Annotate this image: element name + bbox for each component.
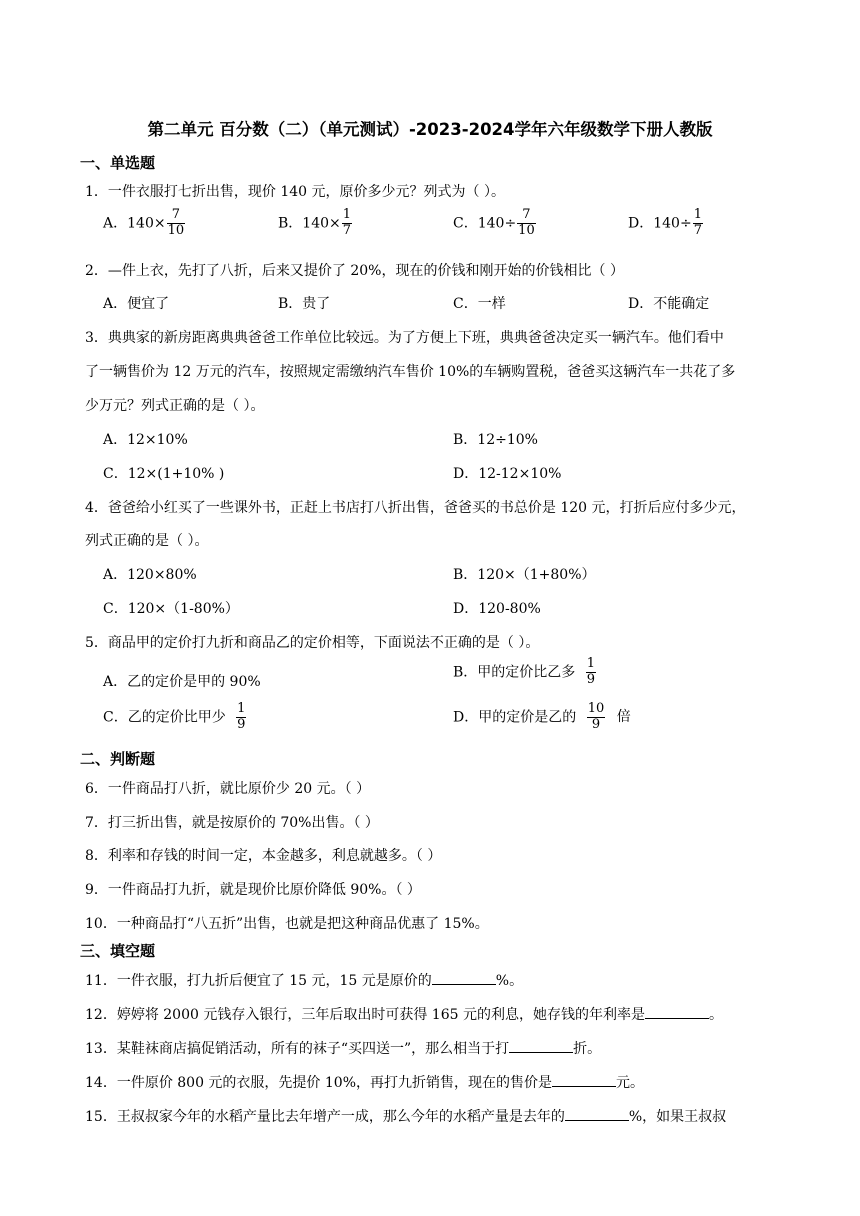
denominator: 10 [518,222,535,238]
option-1c[interactable] [453,208,537,239]
option-3b[interactable]: B．12÷10% [453,432,538,448]
question-text: 12．婷婷将 2000 元钱存入银行，三年后取出时可获得 165 元的利息，她存钱的年利率是 [85,1007,645,1023]
question-6: 6．一件商品打八折，就比原价少 20 元。（ ） [85,781,371,797]
question-13 [85,1038,601,1058]
question-text-suffix: 元。 [616,1075,645,1091]
numerator: 7 [171,207,180,222]
option-5d[interactable] [453,702,631,733]
option-label: C． [453,215,478,232]
section-heading-true-false: 二、判断题 [80,750,156,768]
question-8: 8．利率和存钱的时间一定，本金越多，利息就越多。（ ） [85,848,442,864]
fraction [586,657,596,688]
question-15 [85,1106,726,1126]
question-text: 一件衣服打七折出售，现价 140 元，原价多少元？列式为（ ）。 [107,184,505,200]
answer-blank[interactable] [509,1038,573,1053]
option-expression: 140× [127,215,166,232]
fraction [587,702,606,733]
option-text: D．甲的定价是乙的 [453,709,577,726]
question-3-line-2: 了一辆售价为 12 万元的汽车，按照规定需缴纳汽车售价 10%的车辆购置税，爸爸买这辆汽车一共花了多 [85,364,736,380]
section-heading-fill-blank: 三、填空题 [80,942,156,960]
question-11 [85,970,523,990]
option-suffix: 倍 [616,709,631,726]
question-text: 11．一件衣服，打九折后便宜了 15 元，15 元是原价的 [85,973,432,989]
numerator: 7 [522,207,531,222]
numerator: 1 [586,656,596,671]
question-3-line-3: 少万元？列式正确的是（ ）。 [85,398,265,414]
fraction [236,702,246,733]
question-text: 13．某鞋袜商店搞促销活动，所有的袜子“买四送一”，那么相当于打 [85,1041,510,1057]
fraction [167,208,186,239]
option-2c[interactable]: C．一样 [453,296,506,312]
option-5a[interactable]: A．乙的定价是甲的 90% [103,674,261,690]
denominator: 9 [586,671,596,687]
fraction [693,208,703,239]
section-heading-single-choice: 一、单选题 [80,154,156,172]
question-text: 15．王叔叔家今年的水稻产量比去年增产一成，那么今年的水稻产量是去年的 [85,1109,565,1125]
answer-blank[interactable] [552,1072,616,1087]
option-label: B． [278,215,303,232]
option-1b[interactable] [278,208,353,239]
question-3 [85,327,724,347]
answer-blank[interactable] [645,1004,709,1019]
numerator: 1 [693,207,702,222]
question-9: 9．一件商品打九折，就是现价比原价降低 90%。（ ） [85,882,421,898]
question-number: 5． [85,635,108,651]
option-label: D． [628,215,654,232]
option-text: B．甲的定价比乙多 [453,664,576,681]
option-1d[interactable] [628,208,704,239]
option-text: C．乙的定价比甲少 [103,709,226,726]
option-4b[interactable]: B．120×（1+80%） [453,567,596,583]
option-3a[interactable]: A．12×10% [103,432,188,448]
option-expression: 140÷ [653,215,692,232]
option-4d[interactable]: D．120-80% [453,601,541,617]
option-5c[interactable] [103,702,247,733]
question-14 [85,1072,644,1092]
question-text-line: 爸爸给小红买了一些课外书，正赶上书店打八折出售，爸爸买的书总价是 120 元，打折后应付多少元， [107,500,746,516]
question-number: 2． [85,263,108,279]
option-1a[interactable] [103,208,186,239]
question-text-line: 典典家的新房距离典典爸爸工作单位比较远。为了方便上下班，典典爸爸决定买一辆汽车。他们看中 [107,330,724,346]
question-text: 14．一件原价 800 元的衣服，先提价 10%，再打九折销售，现在的售价是 [85,1075,553,1091]
question-4 [85,497,746,517]
fraction [517,208,536,239]
question-1 [85,181,505,201]
question-text-suffix: 折。 [573,1041,602,1057]
option-2b[interactable]: B．贵了 [278,296,331,312]
fraction [342,208,352,239]
question-4-line-2: 列式正确的是（ ）。 [85,533,209,549]
option-4a[interactable]: A．120×80% [103,567,197,583]
denominator: 7 [342,222,352,238]
question-7: 7．打三折出售，就是按原价的 70%出售。（ ） [85,815,379,831]
denominator: 7 [693,222,702,238]
option-expression: 140÷ [477,215,517,232]
question-text-suffix: %，如果王叔叔 [628,1109,727,1125]
answer-blank[interactable] [432,970,496,985]
option-label: A． [103,215,128,232]
option-2a[interactable]: A．便宜了 [103,296,170,312]
option-3d[interactable]: D．12-12×10% [453,466,562,482]
option-4c[interactable]: C．120×（1-80%） [103,601,239,617]
numerator: 10 [587,701,605,716]
question-12 [85,1004,723,1024]
question-number: 1． [85,184,108,200]
denominator: 10 [167,222,185,238]
page-title: 第二单元 百分数（二）（单元测试）-2023-2024学年六年级数学下册人教版 [147,120,713,139]
question-5 [85,632,539,652]
question-text-suffix: 。 [708,1007,723,1023]
question-text: —件上衣，先打了八折，后来又提价了 20%，现在的价钱和刚开始的价钱相比（ ） [107,263,624,279]
denominator: 9 [587,717,606,733]
numerator: 1 [342,207,352,222]
question-number: 4． [85,500,108,516]
question-number: 3． [85,330,108,346]
numerator: 1 [237,701,246,716]
question-text-suffix: %。 [495,973,524,989]
answer-blank[interactable] [565,1106,629,1121]
question-10: 10．一种商品打“八五折”出售，也就是把这种商品优惠了 15%。 [85,916,489,932]
denominator: 9 [237,716,246,732]
option-2d[interactable]: D．不能确定 [628,296,710,312]
question-text: 商品甲的定价打九折和商品乙的定价相等，下面说法不正确的是（ ）。 [107,635,540,651]
question-2 [85,260,624,280]
option-5b[interactable] [453,657,597,688]
option-expression: 140× [302,215,341,232]
option-3c[interactable]: C．12×(1+10% ) [103,466,225,482]
